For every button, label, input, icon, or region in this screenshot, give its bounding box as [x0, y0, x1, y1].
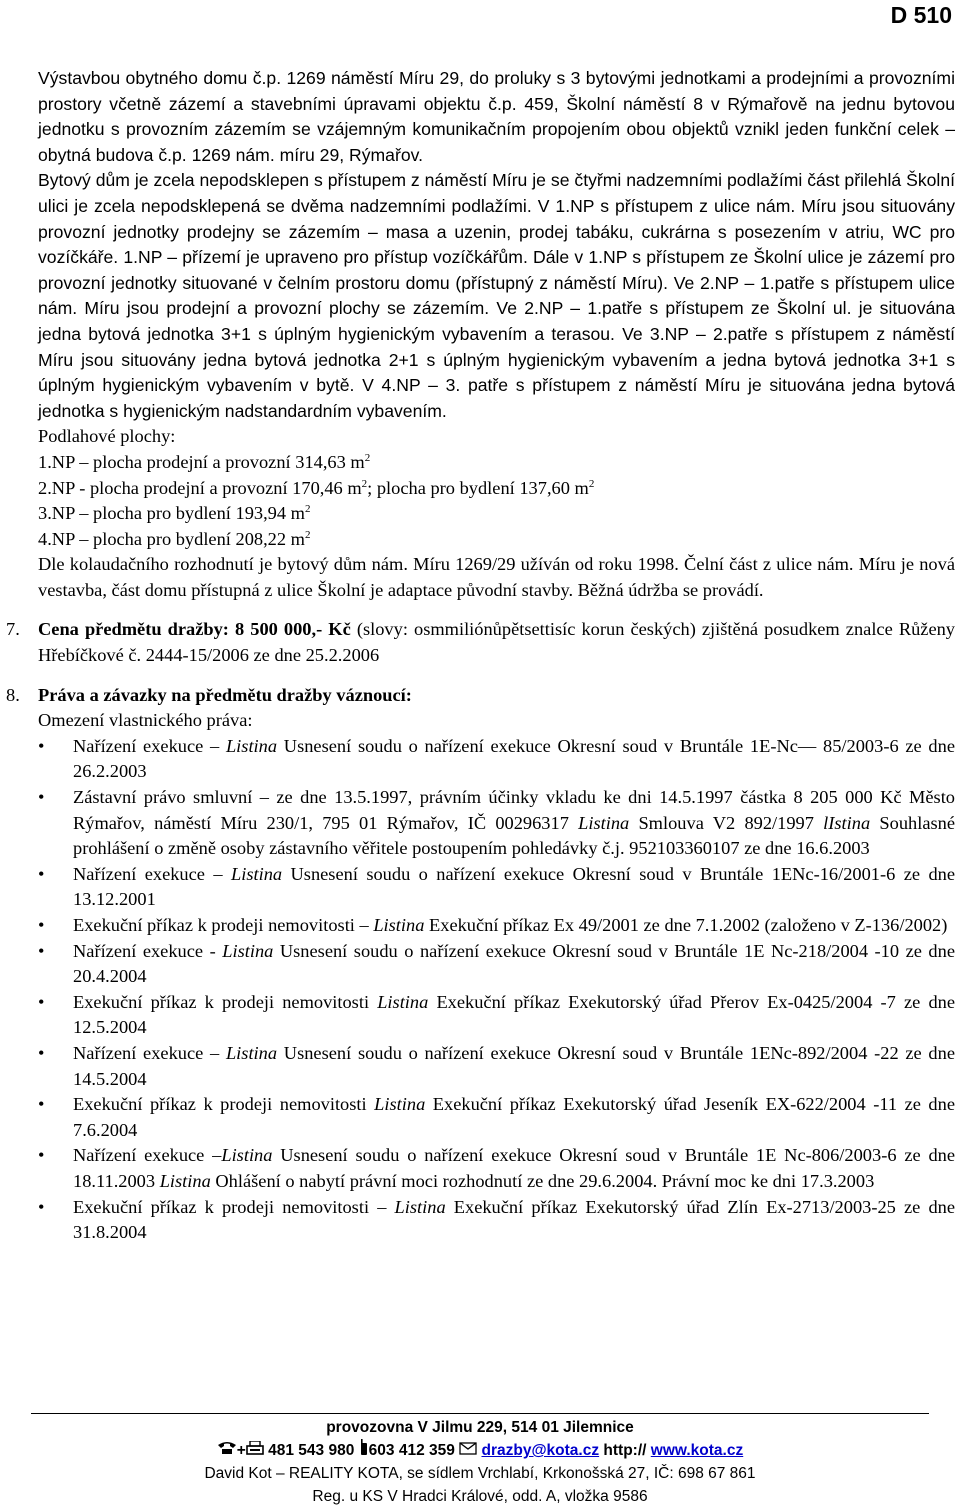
superscript: 2: [304, 528, 311, 541]
bullet-icon: •: [38, 940, 45, 961]
item-text: Exekuční příkaz k prodeji nemovitosti –: [73, 1196, 395, 1217]
item-text-rest: Smlouva V2 892/1997: [629, 812, 824, 833]
item-text: Nařízení exekuce –: [73, 863, 231, 884]
item-text-rest: Exekuční příkaz Exekutorský úřad Jeseník EX-622/2004 -11 ze dne 7.6.2004: [73, 1094, 955, 1140]
section-8-encumbrances: [6, 683, 956, 1246]
item-text: Nařízení exekuce –: [73, 1042, 226, 1063]
section-8-number: 8.: [6, 684, 20, 705]
item-doc-type: Listina: [374, 1094, 426, 1115]
section-7-price: [6, 617, 956, 668]
list-item: [38, 990, 955, 1041]
footer-address-text: provozovna V Jilmu 229, 514 01 Jilemnice: [326, 1419, 634, 1436]
section-7-text: (slovy: osmmiliónůpětsettisíc korun českých) zjištěná posudkem znalce Růženy Hřebíčkové č. 2444-15/2006 ze dne 25.2.2006: [38, 619, 956, 666]
bullet-icon: •: [38, 1042, 45, 1063]
floor-area-4np: [38, 527, 955, 553]
list-item: [38, 1041, 955, 1092]
list-item: [38, 785, 955, 862]
footer-contacts: [0, 1439, 960, 1462]
item-text-rest: Usnesení soudu o nařízení exekuce Okresní soud v Bruntále 1E Nc-218/2004 -10 ze dne 20.4.2004: [73, 940, 955, 987]
footer-address: [0, 1416, 960, 1439]
item-text: Exekuční příkaz k prodeji nemovitosti: [73, 1094, 375, 1115]
envelope-icon: [459, 1439, 477, 1462]
section-7-number: 7.: [6, 619, 20, 640]
page-footer: [0, 1413, 960, 1508]
description-paragraph-1: Výstavbou obytného domu č.p. 1269 náměstí Míru 29, do proluky s 3 bytovými jednotkami a prodejními a provozními prostory včetně zázemí a stavebními úpravami objektu č.p. 459, Školní náměstí 8 v Rýmařově na jednu bytovou jednotku s provozním zázemím se vzájemným komunikačním propojením obou objektů vznikl jeden funkční celek – obytná budova č.p. 1269 nám. míru 29, Rýmařov.: [38, 68, 955, 165]
section-8-subtitle: Omezení vlastnického práva:: [38, 710, 253, 731]
footer-email-link[interactable]: drazby@kota.cz: [481, 1442, 600, 1459]
footer-plus: +: [236, 1442, 246, 1459]
item-doc-type-2: Listina: [159, 1170, 211, 1191]
footer-company: David Kot – REALITY KOTA, se sídlem Vrchlabí, Krkonošská 27, IČ: 698 67 861: [204, 1465, 756, 1483]
phone-icon: [217, 1439, 237, 1462]
document-body: [6, 66, 956, 1246]
list-item: [38, 1092, 955, 1143]
item-text: Nařízení exekuce –: [73, 1145, 222, 1166]
floor-area-3np-text: 3.NP – plocha pro bydlení 193,94 m: [38, 503, 305, 524]
fax-icon: [246, 1439, 264, 1462]
floor-area-3np: [38, 501, 955, 527]
bullet-icon: •: [38, 991, 45, 1012]
floor-area-1np-text: 1.NP – plocha prodejní a provozní 314,63 m: [38, 451, 365, 472]
item-text-rest: Exekuční příkaz Exekutorský úřad Zlín Ex-2713/2003-25 ze dne 31.8.2004: [73, 1196, 956, 1243]
list-item: [38, 734, 955, 785]
item-text-rest: Usnesení soudu o nařízení exekuce Okresní soud v Bruntále 1ENc-892/2004 -22 ze dne 14.5.2004: [73, 1042, 955, 1089]
item-text: Exekuční příkaz k prodeji nemovitosti –: [73, 915, 374, 935]
bullet-icon: •: [38, 1145, 45, 1166]
item-text-rest: Usnesení soudu o nařízení exekuce Okresní soud v Bruntále 1ENc-16/2001-6 ze dne 13.12.2001: [73, 863, 955, 910]
item-text-rest-2: Souhlasné prohlášení o změně osoby zástavního věřitele postoupením pohledávky č.j. 952103360107 ze dne 16.6.2003: [73, 812, 955, 859]
list-item: [38, 1143, 955, 1194]
superscript: 2: [304, 503, 311, 516]
item-doc-type: Listina: [230, 863, 283, 884]
item-doc-type: Listina: [373, 915, 425, 935]
bullet-icon: •: [38, 1196, 45, 1217]
item-doc-type-2: lIstina: [823, 812, 871, 833]
item-text-rest: Usnesení soudu o nařízení exekuce Okresní soud v Bruntále 1E-Nc— 85/2003-6 ze dne 26.2.2003: [73, 735, 955, 782]
item-doc-type: Listina: [578, 812, 630, 833]
bullet-icon: •: [38, 1094, 45, 1115]
bullet-icon: •: [38, 735, 45, 756]
list-item: [38, 939, 955, 990]
item-text: Zástavní právo smluvní – ze dne 13.5.1997, právním účinky vkladu ke dni 14.5.1997 částka 8 205 000 Kč Město Rýmařov, náměstí Míru 230/1, 795 01 Rýmařov, IČ 00296317: [73, 787, 955, 833]
bullet-icon: •: [38, 863, 45, 884]
item-text: Nařízení exekuce –: [73, 735, 226, 756]
footer-mobile: 603 412 359: [368, 1442, 455, 1459]
description-paragraph-2: Bytový dům je zcela nepodsklepen s přístupem z náměstí Míru je se čtyřmi nadzemními podlažími část přilehlá Školní ulici je zcela nepodsklepená se dvěma nadzemními podlažími. V 1.NP s přístupem z ulice nám. Míru jsou situovány provozní jednotky prodejny se zázemím – masa a uzenin, prodej tabáku, cukrárna s posezením v atriu, WC pro vozíčkáře. 1.NP – přízemí je upraveno pro přístup vozíčkářům. Dále v 1.NP s přístupem ze Školní ulice je zázemí pro provozní jednotky situované v čelním prostoru domu (přístupný z náměstí Míru). Ve 2.NP – 1.patře s přístupem ulice nám. Míru jsou prodejní a provozní plochy se zázemím. Ve 2.NP – 1.patře s přístupem ze Školní ul. je situována jedna bytová jednotka 3+1 s úplným hygienickým vybavením a terasou. Ve 3.NP – 2.patře s přístupem z náměstí Míru jsou situovány jedna bytová jednotka 2+1 s úplným hygienickým vybavením a jedna bytová jednotka 3+1 s úplným hygienickým vybavením v bytě. V 4.NP – 3. patře s přístupem z náměstí Míru je situována jedna bytová jednotka s hygienickým nadstandardním vybavením.: [38, 170, 955, 421]
item-text: Exekuční příkaz k prodeji nemovitosti: [73, 991, 378, 1012]
item-text-rest-2: Ohlášení o nabytí právní moci rozhodnutí ze dne 29.6.2004. Právní moc ke dni 17.3.2003: [210, 1170, 875, 1191]
item-text-rest: Exekuční příkaz Ex 49/2001 ze dne 7.1.2002 (založeno v Z-136/2002): [424, 915, 948, 935]
document-id: D 510: [890, 2, 952, 28]
section-8-title: Práva a závazky na předmětu dražby váznoucí:: [38, 684, 412, 705]
bullet-icon: •: [38, 787, 45, 808]
footer-phone: 481 543 980: [268, 1442, 355, 1459]
mobile-phone-icon: [359, 1439, 369, 1462]
footer-registration: Reg. u KS V Hradci Králové, odd. A, vložka 9586: [312, 1488, 648, 1506]
item-doc-type: Listina: [377, 991, 429, 1012]
section-7-title: Cena předmětu dražby: 8 500 000,- Kč: [38, 619, 351, 640]
item-text: Nařízení exekuce -: [73, 940, 223, 961]
footer-web-link[interactable]: www.kota.cz: [650, 1442, 744, 1459]
floor-area-2np: [38, 476, 955, 502]
item-doc-type: Listina: [394, 1196, 446, 1217]
floor-area-4np-text: 4.NP – plocha pro bydlení 208,22 m: [38, 528, 305, 549]
item-doc-type: Listina: [225, 735, 278, 756]
item-text-rest: Usnesení soudu o nařízení exekuce Okresní soud v Bruntále 1E Nc-806/2003-6 ze dne 18.11.2003: [73, 1145, 955, 1191]
encumbrance-list: [38, 734, 955, 1246]
item-text-rest: Exekuční příkaz Exekutorský úřad Přerov Ex-0425/2004 -7 ze dne 12.5.2004: [73, 991, 955, 1038]
superscript: 2: [588, 477, 595, 490]
description-closing: Dle kolaudačního rozhodnutí je bytový dům nám. Míru 1269/29 užíván od roku 1998. Čelní část z ulice nám. Míru je nová vestavba, část domu přístupná z ulice Školní je adaptace původní stavby. Běžná údržba se provádí.: [38, 554, 955, 600]
list-item: [38, 913, 955, 939]
floor-areas-title: Podlahové plochy:: [38, 426, 176, 447]
item-doc-type: Listina: [225, 1042, 278, 1063]
item-doc-type: Listina: [221, 1145, 273, 1166]
list-item: [38, 1195, 955, 1246]
footer-http: http://: [603, 1442, 647, 1459]
item-doc-type: Listina: [222, 940, 274, 961]
floor-area-2np-text-a: 2.NP - plocha prodejní a provozní 170,46 m: [38, 477, 362, 498]
superscript: 2: [361, 477, 368, 490]
footer-divider: [31, 1413, 929, 1414]
floor-area-2np-text-b: ; plocha pro bydlení 137,60 m: [367, 477, 589, 498]
bullet-icon: •: [38, 915, 45, 935]
list-item: [38, 862, 955, 913]
floor-area-1np: [38, 450, 955, 476]
superscript: 2: [364, 451, 371, 464]
